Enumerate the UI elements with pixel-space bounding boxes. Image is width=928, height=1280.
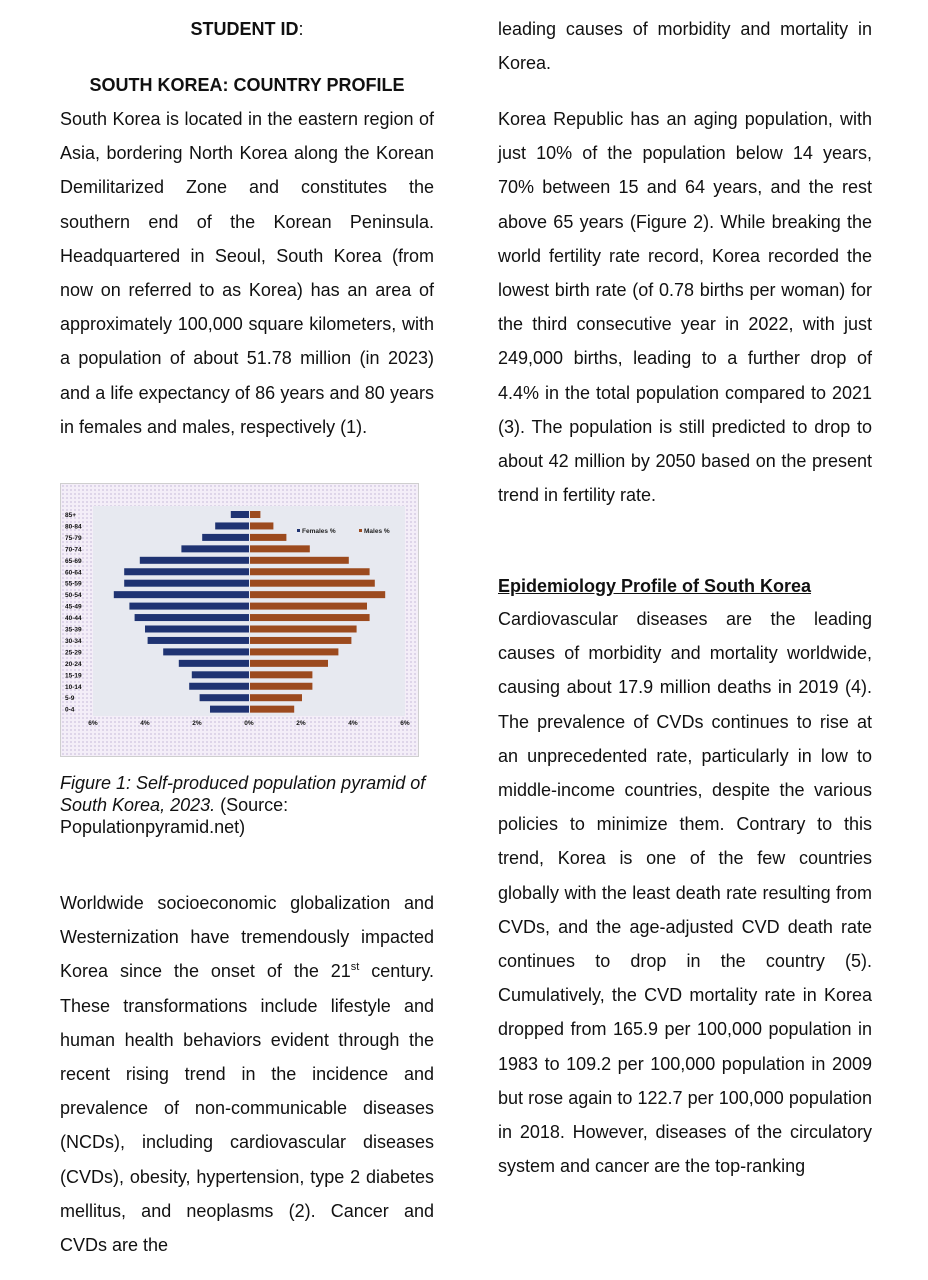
student-id-colon: :	[298, 19, 304, 39]
x-tick-label: 0%	[244, 720, 254, 727]
globalization-paragraph	[60, 886, 434, 1262]
females-bar	[163, 648, 249, 655]
age-group-label: 70-74	[65, 546, 82, 554]
globalization-text-a: Worldwide socioeconomic globalization and Westernization have tremendously impacted Korea since the onset of the 21	[60, 893, 434, 982]
males-bar	[250, 637, 351, 644]
females-bar	[145, 626, 249, 633]
figure-caption	[60, 772, 434, 838]
males-bar	[250, 694, 302, 701]
age-group-label: 15-19	[65, 672, 82, 680]
figure-caption-italic: Figure 1: Self-produced population pyramid of South Korea, 2023.	[60, 773, 426, 815]
males-bar	[250, 683, 312, 690]
females-bar	[189, 683, 249, 690]
age-group-label: 85+	[65, 512, 77, 519]
legend-label: Females %	[302, 528, 336, 535]
females-bar	[135, 614, 249, 621]
females-bar	[179, 660, 249, 667]
age-group-label: 45-49	[65, 603, 82, 611]
legend-label: Males %	[364, 528, 390, 535]
females-bar	[140, 557, 249, 564]
age-group-label: 75-79	[65, 534, 82, 542]
females-bar	[215, 522, 249, 529]
x-tick-label: 6%	[88, 720, 98, 727]
age-group-label: 5-9	[65, 695, 75, 703]
males-bar	[250, 603, 367, 610]
age-group-label: 35-39	[65, 626, 82, 634]
population-pyramid-figure	[60, 483, 419, 757]
legend-swatch	[359, 529, 362, 532]
females-bar	[202, 534, 249, 541]
males-bar	[250, 534, 286, 541]
males-bar	[250, 626, 357, 633]
age-group-label: 20-24	[65, 660, 82, 668]
males-bar	[250, 706, 294, 713]
females-bar	[148, 637, 249, 644]
age-group-label: 80-84	[65, 523, 82, 531]
males-bar	[250, 522, 273, 529]
legend-swatch	[297, 529, 300, 532]
males-bar	[250, 568, 370, 575]
leading-causes-paragraph: leading causes of morbidity and mortality in Korea.	[498, 19, 872, 74]
student-id-heading	[60, 19, 434, 40]
females-bar	[192, 671, 249, 678]
females-bar	[231, 511, 249, 518]
females-bar	[181, 545, 249, 552]
females-bar	[200, 694, 249, 701]
age-group-label: 60-64	[65, 569, 82, 577]
x-tick-label: 2%	[192, 720, 202, 727]
age-group-label: 40-44	[65, 615, 82, 623]
student-id-label: STUDENT ID	[190, 19, 299, 39]
males-bar	[250, 557, 349, 564]
females-bar	[114, 591, 249, 598]
age-group-label: 50-54	[65, 592, 82, 600]
females-bar	[210, 706, 249, 713]
x-tick-label: 2%	[296, 720, 306, 727]
country-profile-paragraph: South Korea is located in the eastern region of Asia, bordering North Korea along the Korean Demilitarized Zone and constitutes the southern end of the Korean Peninsula. Headquartered in Seoul, South Korea (from now on referred to as Korea) has an area of approximately 100,000 square kilometers, with a population of about 51.78 million (in 2023) and a life expectancy of 86 years and 80 years in females and males, respectively (1).	[60, 109, 434, 437]
males-bar	[250, 591, 385, 598]
males-bar	[250, 545, 310, 552]
x-tick-label: 4%	[348, 720, 358, 727]
males-bar	[250, 671, 312, 678]
page-title: SOUTH KOREA: COUNTRY PROFILE	[89, 75, 405, 95]
females-bar	[129, 603, 249, 610]
males-bar	[250, 580, 375, 587]
figure-caption-source: (Source: Populationpyramid.net)	[60, 795, 289, 837]
age-group-label: 55-59	[65, 580, 82, 588]
age-group-label: 10-14	[65, 683, 82, 691]
males-bar	[250, 511, 260, 518]
epidemiology-heading: Epidemiology Profile of South Korea	[498, 576, 812, 596]
age-group-label: 0-4	[65, 706, 75, 714]
epidemiology-paragraph: Cardiovascular diseases are the leading causes of morbidity and mortality worldwide, causing about 17.9 million deaths in 2019 (4). The prevalence of CVDs continues to rise at an unprecedented rate, particularly in low to middle-income countries, despite the various policies to minimize them. Contrary to this trend, Korea is one of the few countries globally with the least death rate resulting from CVDs, and the age-adjusted CVD death rate continues to drop in the country (5). Cumulatively, the CVD mortality rate in Korea dropped from 165.9 per 100,000 population in 1983 to 109.2 per 100,000 population in 2009 but rose again to 122.7 per 100,000 population in 2018. However, diseases of the circulatory system and cancer are the top-ranking	[498, 609, 872, 1177]
aging-population-paragraph: Korea Republic has an aging population, with just 10% of the population below 14 years, 70% between 15 and 64 years, and the rest above 65 years (Figure 2). While breaking the world fertility rate record, Korea recorded the lowest birth rate (of 0.78 births per woman) for the third consecutive year in 2022, with just 249,000 births, leading to a further drop of 4.4% in the total population compared to 2021 (3). The population is still predicted to drop to about 42 million by 2050 based on the present trend in fertility rate.	[498, 109, 872, 506]
males-bar	[250, 614, 370, 621]
females-bar	[124, 568, 249, 575]
age-group-label: 30-34	[65, 637, 82, 645]
x-tick-label: 4%	[140, 720, 150, 727]
population-pyramid-chart	[61, 484, 420, 758]
males-bar	[250, 648, 338, 655]
x-tick-label: 6%	[400, 720, 410, 727]
globalization-text-b: century. These transformations include lifestyle and human health behaviors evident through the recent rising trend in the incidence and prevalence of non-communicable diseases (NCDs), including cardiovascular diseases (CVDs), obesity, hypertension, type 2 diabetes mellitus, and neoplasms (2). Cancer and CVDs are the	[60, 961, 434, 1256]
age-group-label: 65-69	[65, 557, 82, 565]
superscript-st: st	[350, 961, 360, 974]
age-group-label: 25-29	[65, 649, 82, 657]
females-bar	[124, 580, 249, 587]
males-bar	[250, 660, 328, 667]
